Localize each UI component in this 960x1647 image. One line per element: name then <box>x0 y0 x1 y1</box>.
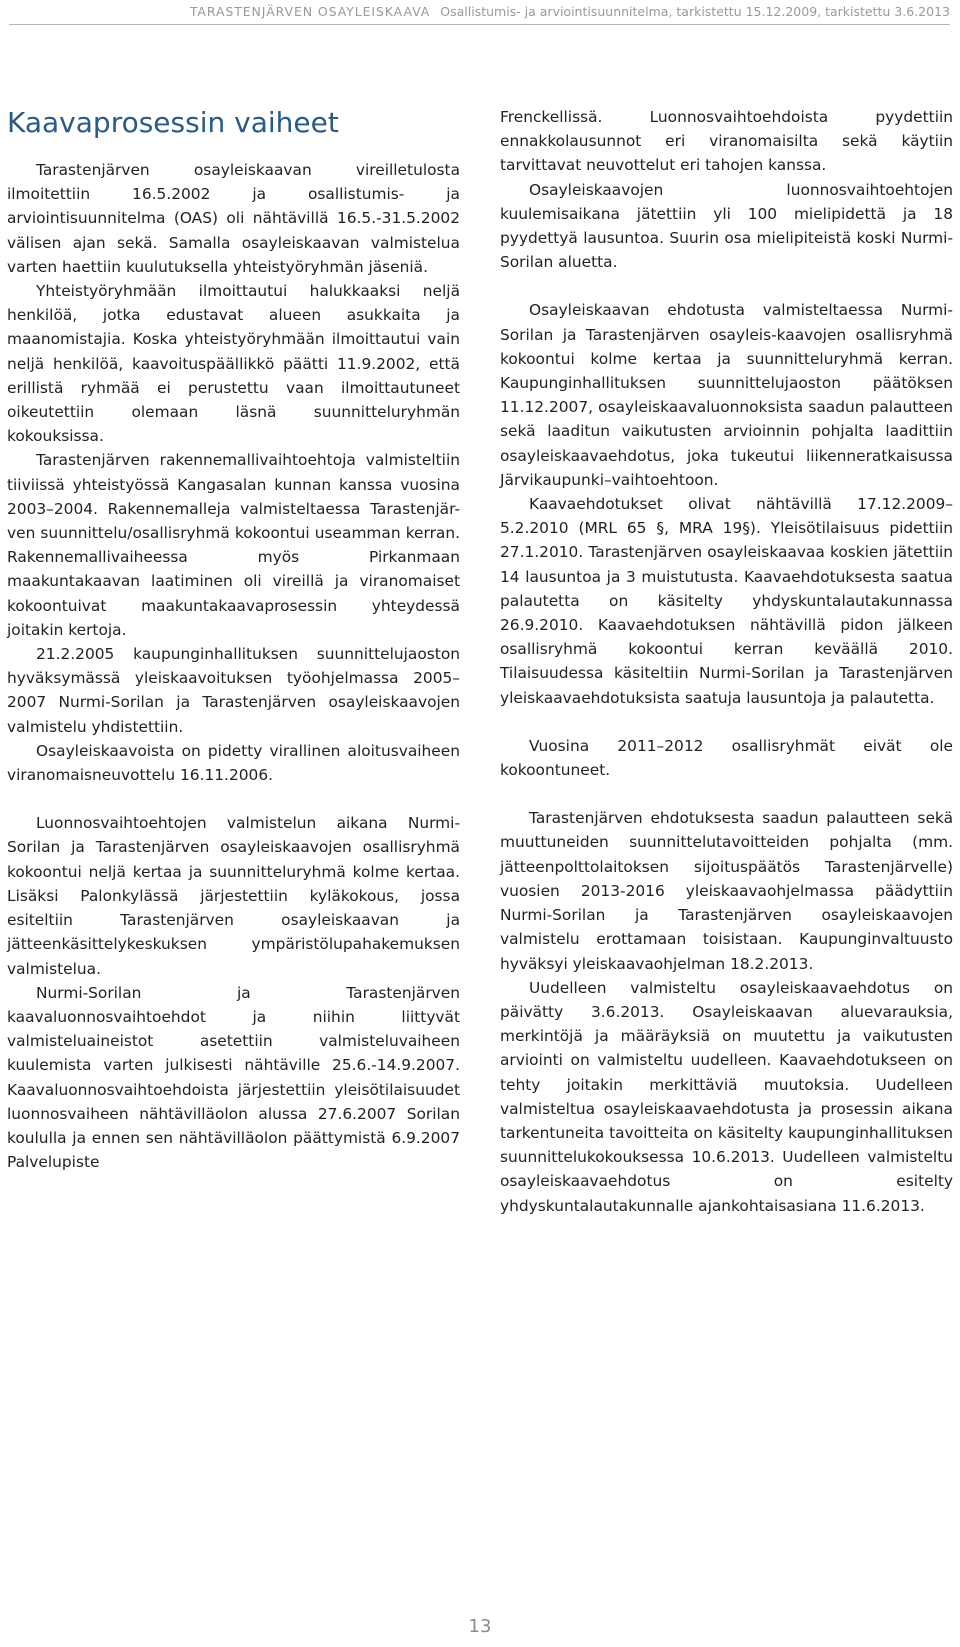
section-heading: Kaavaprosessin vaiheet <box>7 106 339 139</box>
header-divider <box>9 24 950 25</box>
paragraph: Tarastenjärven osayleiskaavan vireilletulosta ilmoitettiin 16.5.2002 ja osallistumis- ja arviointisuunnitelma (OAS) oli nähtävillä 16.5.-31.5.2002 välisen ajan sekä. Samalla osayleiskaavan valmistelua varten haettiin kuulutuksella yhteistyöryhmän jäseniä. <box>7 161 460 276</box>
paragraph: Kaavaehdotukset olivat nähtävillä 17.12.2009–5.2.2010 (MRL 65 §, MRA 19§). Yleisötilaisuus pidettiin 27.1.2010. Tarastenjärven osayleiskaavaa koskien jätettiin 14 lausuntoa ja 3 muistutusta. Kaavaehdotuksesta saatua palautetta on käsitelty yhdyskuntalautakunnassa 26.9.2010. Kaavaehdotuksen nähtävillä pidon jälkeen osallisryhmä kokoontui kerran keväällä 2010. Tilaisuudessa käsiteltiin Nurmi-Sorilan ja Tarastenjärven yleiskaavaehdotuksista saatuja lausuntoja ja palautetta. <box>500 495 953 707</box>
paragraph: Tarastenjärven rakennemallivaihtoehtoja valmisteltiin tiiviissä yhteistyössä Kangasalan kunnan kanssa vuosina 2003–2004. Rakennemalleja valmisteltaessa Tarastenjär-ven suunnittelu/osallisryhmä kokoontui useamman kerran. Rakennemallivaiheessa myös Pirkanmaan maakuntakaavan laatiminen oli vireillä ja viranomaiset kokoontuivat maakuntakaavaprosessin yhteydessä joitakin kertoja. <box>7 451 460 639</box>
page-number: 13 <box>468 1616 492 1637</box>
paragraph: Luonnosvaihtoehtojen valmistelun aikana Nurmi-Sorilan ja Tarastenjärven osayleiskaavojen osallisryhmä kokoontui neljä kertaa ja suunnitteluryhmä kolme kertaa. Lisäksi Palonkylässä järjestettiin kyläkokous, jossa esiteltiin Tarastenjärven osayleiskaavan ja jätteenkäsittelykeskuksen ympäristölupahakemuksen valmistelua. <box>7 814 460 978</box>
paragraph: Nurmi-Sorilan ja Tarastenjärven kaavaluonnosvaihtoehdot ja niihin liittyvät valmisteluaineistot asetettiin valmisteluvaiheen kuulemista varten julkisesti nähtäville 25.6.-14.9.2007. Kaavaluonnosvaihtoehdoista järjestettiin yleisötilaisuudet luonnosvaiheen nähtävilläolon alussa 27.6.2007 Sorilan koululla ja ennen sen nähtävilläolon päättymistä 6.9.2007 Palvelupiste <box>7 983 460 1172</box>
paragraph: Vuosina 2011–2012 osallisryhmät eivät ole kokoontuneet. <box>500 736 953 780</box>
paragraph: Osayleiskaavojen luonnosvaihtoehtojen kuulemisaikana jätettiin yli 100 mielipidettä ja 18 pyydettyä lausuntoa. Suurin osa mielipiteistä koski Nurmi-Sorilan aluetta. <box>500 180 953 272</box>
paragraph: Frenckellissä. Luonnosvaihtoehdoista pyydettiin ennakkolausunnot eri viranomaisilta sekä käytiin tarvittavat neuvottelut eri tahojen kanssa. <box>500 108 953 175</box>
left-column <box>7 158 460 1174</box>
paragraph: 21.2.2005 kaupunginhallituksen suunnittelujaoston hyväksymässä yleiskaavoituksen työohjelmassa 2005–2007 Nurmi-Sorilan ja Tarastenjärven osayleiskaavojen valmistelu yhdistettiin. <box>7 645 460 736</box>
paragraph: Yhteistyöryhmään ilmoittautui halukkaaksi neljä henkilöä, jotka edustavat alueen asukkaita ja maanomistajia. Koska yhteistyöryhmään ilmoittautui vain neljä henkilöä, kaavoituspäällikkö päätti 11.9.2002, että erillistä ryhmää ei perustettu vaan ilmoittautuneet oikeutettiin olemaan läsnä suunnitteluryhmän kokouksissa. <box>7 282 460 446</box>
header-title: TARASTENJÄRVEN OSAYLEISKAAVA <box>189 4 431 19</box>
paragraph: Osayleiskaavoista on pidetty virallinen aloitusvaiheen viranomaisneuvottelu 16.11.2006. <box>7 741 460 785</box>
right-column <box>500 105 953 1218</box>
running-header <box>0 4 950 19</box>
header-subtitle: Osallistumis- ja arviointisuunnitelma, tarkistettu 15.12.2009, tarkistettu 3.6.2013 <box>440 4 950 19</box>
paragraph: Osayleiskaavan ehdotusta valmisteltaessa Nurmi-Sorilan ja Tarastenjärven osayleis-kaavojen osallisryhmä kokoontui kolme kertaa ja suunnitteluryhmä kerran. Kaupunginhallituksen suunnittelujaoston päätöksen 11.12.2007, osayleiskaavaluonnoksista saadun palautteen sekä laaditun vaikutusten arvioinnin pohjalta laadittiin osayleiskaavaehdotus, joka tukeutui liikenneratkaisussa Järvikaupunki–vaihtoehtoon. <box>500 301 953 489</box>
paragraph: Tarastenjärven ehdotuksesta saadun palautteen sekä muuttuneiden suunnittelutavoitteiden pohjalta (mm. jätteenpolttolaitoksen sijoituspäätös Tarastenjärvelle) vuosien 2013-2016 yleiskaavaohjelmassa päädyttiin Nurmi-Sorilan ja Tarastenjärven osayleiskaavojen valmistelu erottamaan toisistaan. Kaupunginvaltuusto hyväksyi yleiskaavaohjelman 18.2.2013. <box>500 809 953 973</box>
paragraph: Uudelleen valmisteltu osayleiskaavaehdotus on päivätty 3.6.2013. Osayleiskaavan aluevarauksia, merkintöjä ja määräyksiä on muutettu ja vaikutusten arviointi on valmisteltu uudelleen. Kaavaehdotukseen on tehty joitakin merkittäviä muutoksia. Uudelleen valmisteltua osayleiskaavaehdotusta ja prosessin aikana tarkentuneita tavoitteita on käsitelty kaupunginhallituksen suunnittelukokouksessa 10.6.2013. Uudelleen valmisteltu osayleiskaavaehdotus on esitelty yhdyskuntalautakunnalle ajankohtaisasiana 11.6.2013. <box>500 978 953 1215</box>
